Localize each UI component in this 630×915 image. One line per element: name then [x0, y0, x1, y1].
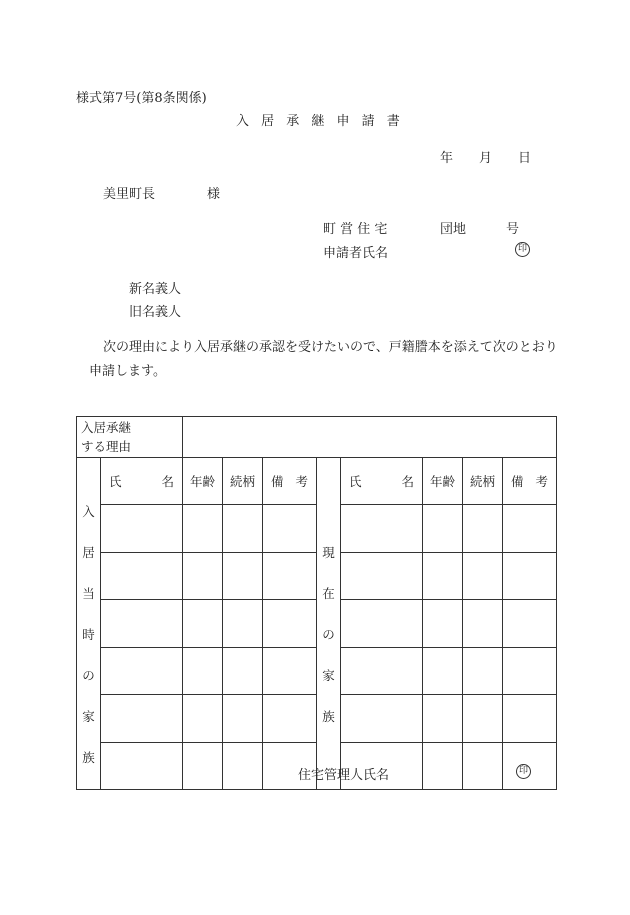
name-cell[interactable] — [341, 647, 423, 694]
form-number: 様式第7号(第8条関係) — [76, 91, 207, 106]
age-cell[interactable] — [183, 505, 223, 552]
old-holder-label: 旧名義人 — [129, 305, 182, 320]
reason-field[interactable] — [183, 417, 557, 458]
table-row — [77, 505, 557, 552]
relation-cell[interactable] — [463, 552, 503, 599]
relation-cell[interactable] — [463, 600, 503, 647]
remarks-cell[interactable] — [503, 552, 557, 599]
age-cell[interactable] — [423, 742, 463, 789]
name-cell[interactable] — [101, 742, 183, 789]
name-cell[interactable] — [341, 505, 423, 552]
age-cell[interactable] — [183, 742, 223, 789]
date-month-label: 月 — [479, 151, 493, 166]
date-day-label: 日 — [518, 151, 532, 166]
col-remarks-header: 備 考 — [503, 458, 557, 505]
body-text-line-2: 申請します。 — [89, 364, 166, 379]
name-cell[interactable] — [341, 552, 423, 599]
name-cell[interactable] — [341, 600, 423, 647]
age-cell[interactable] — [423, 552, 463, 599]
name-cell[interactable] — [101, 552, 183, 599]
section-label-at-move-in: 入 居 当 時 の 家 族 — [77, 458, 101, 790]
col-relation-header: 続柄 — [463, 458, 503, 505]
relation-cell[interactable] — [463, 647, 503, 694]
name-cell[interactable] — [101, 695, 183, 742]
date-year-label: 年 — [440, 151, 454, 166]
remarks-cell[interactable] — [503, 695, 557, 742]
danchi-label: 団地 — [440, 222, 467, 237]
reason-label — [77, 417, 183, 458]
section-label-current: 現 在 の 家 族 — [317, 458, 341, 790]
age-cell[interactable] — [183, 695, 223, 742]
applicant-seal-mark: 印 — [515, 242, 530, 257]
remarks-cell[interactable] — [263, 600, 317, 647]
age-cell[interactable] — [423, 600, 463, 647]
remarks-cell[interactable] — [503, 647, 557, 694]
relation-cell[interactable] — [463, 742, 503, 789]
applicant-name-label: 申請者氏名 — [323, 246, 389, 261]
manager-seal-mark: 印 — [516, 764, 531, 779]
age-cell[interactable] — [183, 647, 223, 694]
manager-name-label: 住宅管理人氏名 — [298, 768, 390, 783]
name-cell[interactable] — [101, 600, 183, 647]
col-age-header: 年齢 — [423, 458, 463, 505]
table-row — [77, 552, 557, 599]
new-holder-label: 新名義人 — [129, 282, 182, 297]
relation-cell[interactable] — [463, 695, 503, 742]
name-cell[interactable] — [101, 505, 183, 552]
number-label: 号 — [506, 222, 520, 237]
addressee-honorific: 様 — [207, 187, 221, 202]
col-name-header: 氏 名 — [101, 458, 183, 505]
relation-cell[interactable] — [463, 505, 503, 552]
table-row — [77, 695, 557, 742]
age-cell[interactable] — [423, 695, 463, 742]
col-age-header: 年齢 — [183, 458, 223, 505]
remarks-cell[interactable] — [503, 742, 557, 789]
remarks-cell[interactable] — [263, 647, 317, 694]
table-row — [77, 600, 557, 647]
addressee-name: 美里町長 — [103, 187, 156, 202]
remarks-cell[interactable] — [503, 600, 557, 647]
name-cell[interactable] — [341, 695, 423, 742]
relation-cell[interactable] — [223, 742, 263, 789]
remarks-cell[interactable] — [263, 552, 317, 599]
relation-cell[interactable] — [223, 600, 263, 647]
name-cell[interactable] — [101, 647, 183, 694]
reason-label-line-2: する理由 — [81, 439, 132, 454]
table-row — [77, 647, 557, 694]
page-title: 入 居 承 継 申 請 書 — [236, 114, 404, 129]
relation-cell[interactable] — [223, 695, 263, 742]
relation-cell[interactable] — [223, 552, 263, 599]
remarks-cell[interactable] — [503, 505, 557, 552]
housing-label: 町 営 住 宅 — [323, 222, 388, 237]
family-table — [76, 416, 557, 790]
age-cell[interactable] — [183, 600, 223, 647]
age-cell[interactable] — [423, 505, 463, 552]
col-remarks-header: 備 考 — [263, 458, 317, 505]
age-cell[interactable] — [183, 552, 223, 599]
col-relation-header: 続柄 — [223, 458, 263, 505]
remarks-cell[interactable] — [263, 695, 317, 742]
body-text-line-1: 次の理由により入居承継の承認を受けたいので、戸籍謄本を添えて次のとおり — [103, 340, 558, 355]
col-name-header: 氏 名 — [341, 458, 423, 505]
relation-cell[interactable] — [223, 647, 263, 694]
remarks-cell[interactable] — [263, 505, 317, 552]
age-cell[interactable] — [423, 647, 463, 694]
relation-cell[interactable] — [223, 505, 263, 552]
reason-label-line-1: 入居承継 — [81, 420, 132, 435]
